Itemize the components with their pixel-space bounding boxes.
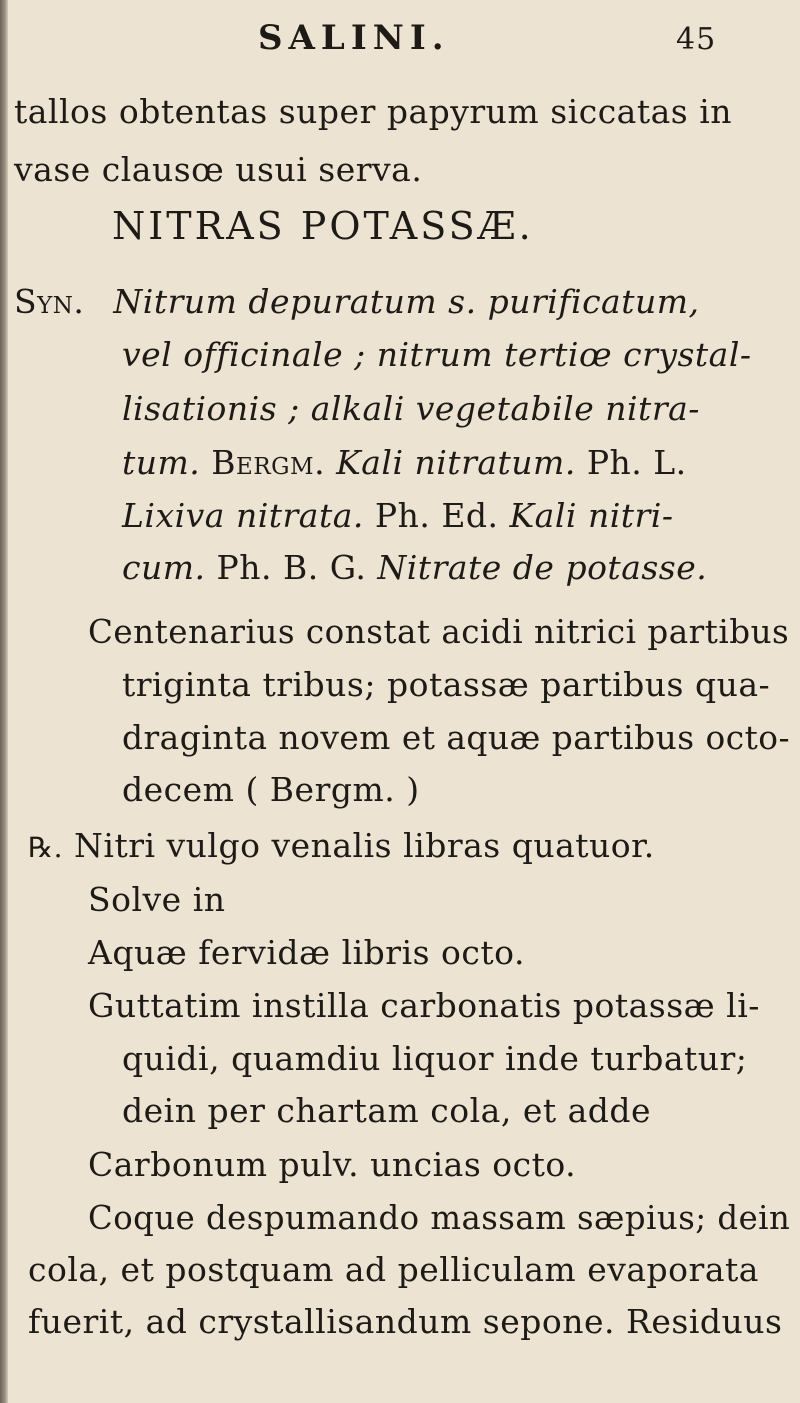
- text-line-1: tallos obtentas super papyrum siccatas in: [14, 92, 733, 131]
- syn-author: Bergm.: [211, 443, 326, 482]
- recipe-line-9: cola, et postquam ad pelliculam evaporata: [28, 1250, 759, 1289]
- recipe-line-7: Carbonum pulv. uncias octo.: [88, 1145, 577, 1184]
- composition-line-1: Centenarius constat acidi nitrici partibus: [88, 612, 790, 651]
- syn-label: Syn.: [14, 282, 85, 321]
- syn-pharmacopoeia: Ph. L.: [586, 443, 687, 482]
- syn-pharmacopoeia: Ph. Ed.: [374, 496, 499, 535]
- recipe-line-3: Aquæ fervidæ libris octo.: [88, 933, 525, 972]
- recipe-symbol: ℞.: [28, 831, 64, 864]
- recipe-line-5: quidi, quamdiu liquor inde turbatur;: [122, 1039, 748, 1078]
- section-heading: NITRAS POTASSÆ.: [112, 204, 534, 248]
- running-title: SALINI.: [258, 18, 450, 58]
- syn-text: Lixiva nitrata.: [122, 496, 364, 535]
- syn-text: Nitrate de potasse.: [377, 548, 708, 587]
- recipe-line-4: Guttatim instilla carbonatis potassæ li-: [88, 986, 760, 1025]
- recipe-line-6: dein per chartam cola, et adde: [122, 1091, 652, 1130]
- syn-text: Kali nitratum.: [336, 443, 576, 482]
- recipe-line-8: Coque despumando massam sæpius; dein: [88, 1198, 791, 1237]
- synonyms-line-6: [122, 548, 707, 588]
- synonyms-line-1: [14, 282, 700, 322]
- recipe-line-2: Solve in: [88, 880, 226, 919]
- syn-text: Nitrum depuratum s. purificatum,: [113, 282, 700, 321]
- recipe-text: Nitri vulgo venalis libras quatuor.: [74, 826, 655, 865]
- composition-line-2: triginta tribus; potassæ partibus qua-: [122, 665, 771, 704]
- syn-text: tum.: [122, 443, 201, 482]
- composition-line-4: decem ( Bergm. ): [122, 770, 420, 809]
- syn-text: Kali nitri-: [509, 496, 674, 535]
- synonyms-line-2: vel officinale ; nitrum tertiœ crystal-: [122, 335, 752, 374]
- recipe-line-1: [28, 826, 655, 868]
- page-number: 45: [676, 22, 717, 57]
- text-line-2: vase clausœ usui serva.: [14, 150, 423, 189]
- syn-text: cum.: [122, 548, 206, 587]
- syn-pharmacopoeia: Ph. B. G.: [216, 548, 367, 587]
- page-binding-edge: [0, 0, 8, 1403]
- composition-line-3: draginta novem et aquæ partibus octo-: [122, 718, 791, 757]
- synonyms-line-5: [122, 496, 674, 536]
- recipe-line-10: fuerit, ad crystallisandum sepone. Residuus: [28, 1302, 783, 1341]
- synonyms-line-3: lisationis ; alkali vegetabile nitra-: [122, 389, 700, 428]
- synonyms-line-4: [122, 443, 687, 483]
